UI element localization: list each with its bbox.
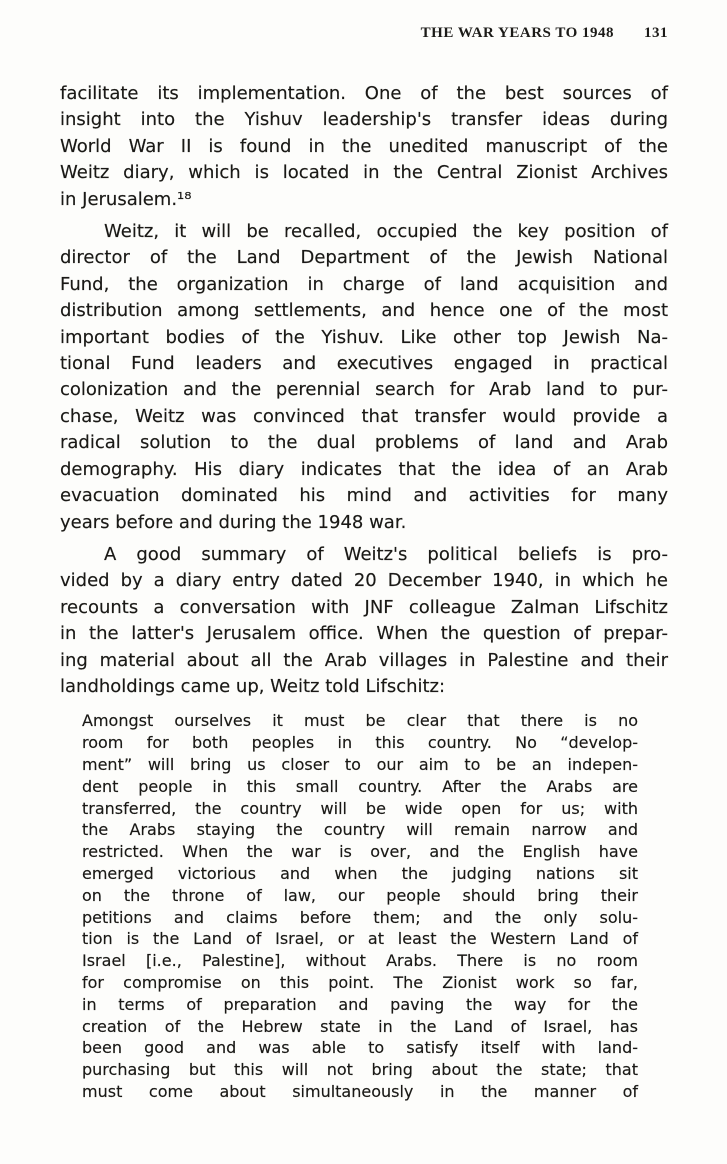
page-content — [60, 81, 668, 1103]
text-line: Weitz diary, which is located in the Central Zionist Archives — [60, 162, 668, 184]
text-line: years before and during the 1948 war. — [60, 511, 407, 533]
text-line: insight into the Yishuv leadership's transfer ideas during — [60, 109, 668, 131]
text-line: Weitz, it will be recalled, occupied the key position of — [104, 221, 668, 243]
text-line: important bodies of the Yishuv. Like other top Jewish Na- — [60, 326, 668, 348]
text-line: restricted. When the war is over, and the English have — [82, 842, 638, 862]
text-line: purchasing but this will not bring about the state; that — [82, 1060, 638, 1080]
text-line: room for both peoples in this country. No “develop- — [82, 733, 638, 753]
text-line: demography. His diary indicates that the idea of an Arab — [60, 458, 668, 480]
text-line: chase, Weitz was convinced that transfer would provide a — [60, 405, 668, 427]
text-line: dent people in this small country. After the Arabs are — [82, 776, 638, 796]
text-line: on the throne of law, our people should bring their — [82, 885, 638, 905]
text-line: emerged victorious and when the judging nations sit — [82, 863, 638, 883]
page-number: 131 — [644, 25, 668, 41]
text-line: tional Fund leaders and executives engaged in practical — [60, 353, 668, 375]
running-title: THE WAR YEARS TO 1948 — [420, 25, 614, 41]
paragraph-3 — [60, 542, 668, 700]
text-line: tion is the Land of Israel, or at least the Western Land of — [82, 929, 638, 949]
text-line: ing material about all the Arab villages in Palestine and their — [60, 649, 668, 671]
text-line: colonization and the perennial search for Arab land to pur- — [60, 379, 668, 401]
text-line: been good and was able to satisfy itself with land- — [82, 1038, 638, 1058]
text-line: vided by a diary entry dated 20 December 1940, in which he — [60, 570, 668, 592]
text-line: in the latter's Jerusalem office. When the question of prepar- — [60, 623, 668, 645]
block-quotation — [82, 710, 638, 1102]
text-line: radical solution to the dual problems of land and Arab — [60, 432, 668, 454]
text-line: distribution among settlements, and hence one of the most — [60, 300, 668, 322]
text-line: in terms of preparation and paving the way for the — [82, 994, 638, 1014]
text-line: recounts a conversation with JNF colleague Zalman Lifschitz — [60, 596, 668, 618]
paragraph-1 — [60, 81, 668, 213]
text-line: evacuation dominated his mind and activities for many — [60, 485, 668, 507]
text-line: transferred, the country will be wide open for us; with — [82, 798, 638, 818]
text-line: Israel [i.e., Palestine], without Arabs. There is no room — [82, 951, 638, 971]
text-line: A good summary of Weitz's political beliefs is pro- — [104, 543, 668, 565]
text-line: creation of the Hebrew state in the Land of Israel, has — [82, 1016, 638, 1036]
text-line: Amongst ourselves it must be clear that there is no — [82, 711, 638, 731]
text-line: petitions and claims before them; and the only solu- — [82, 907, 638, 927]
text-line: for compromise on this point. The Zionist work so far, — [82, 972, 638, 992]
text-line: facilitate its implementation. One of the best sources of — [60, 83, 668, 104]
text-line: landholdings came up, Weitz told Lifschitz: — [60, 675, 446, 697]
running-header — [60, 25, 668, 42]
text-line: Fund, the organization in charge of land acquisition and — [60, 273, 668, 295]
text-line: ment” will bring us closer to our aim to be an indepen- — [82, 754, 638, 774]
paragraph-2 — [60, 219, 668, 536]
text-line: director of the Land Department of the Jewish National — [60, 247, 668, 269]
text-line: must come about simultaneously in the manner of — [82, 1081, 638, 1101]
text-line: the Arabs staying the country will remain narrow and — [82, 820, 638, 840]
text-line: in Jerusalem.¹⁸ — [60, 188, 192, 210]
text-line: World War II is found in the unedited manuscript of the — [60, 135, 668, 157]
